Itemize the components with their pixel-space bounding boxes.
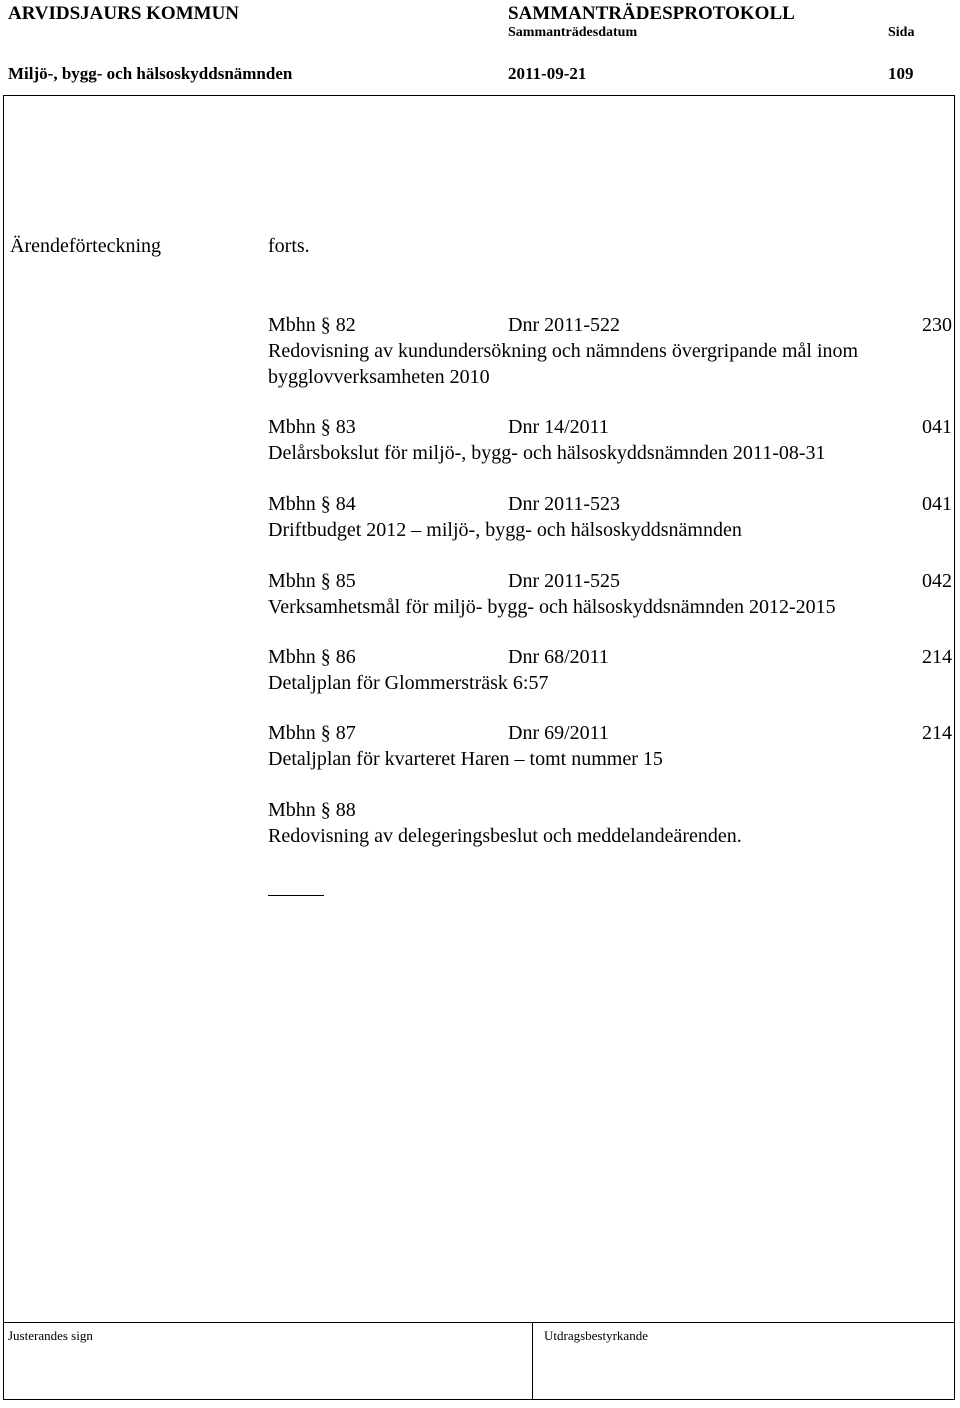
dnr-number: Dnr 69/2011 bbox=[508, 722, 609, 744]
agenda-item bbox=[268, 644, 952, 696]
organization-name: ARVIDSJAURS KOMMUN bbox=[8, 3, 240, 24]
agenda-item bbox=[268, 312, 952, 390]
item-description: Detaljplan för kvarteret Haren – tomt nummer 15 bbox=[268, 748, 663, 770]
footer-justerandes-sign: Justerandes sign bbox=[8, 1328, 93, 1343]
paragraph-number: Mbhn § 87 bbox=[268, 722, 356, 744]
archive-code: 230 bbox=[922, 314, 952, 336]
page-label: Sida bbox=[888, 25, 915, 40]
archive-code: 214 bbox=[922, 722, 952, 744]
section-continued: forts. bbox=[268, 235, 310, 257]
agenda-item bbox=[268, 568, 952, 620]
date-label: Sammanträdesdatum bbox=[508, 25, 638, 40]
section-title: Ärendeförteckning bbox=[10, 235, 162, 257]
meeting-date: 2011-09-21 bbox=[508, 64, 587, 83]
paragraph-number: Mbhn § 82 bbox=[268, 314, 356, 336]
paragraph-number: Mbhn § 85 bbox=[268, 570, 356, 592]
item-description: Verksamhetsmål för miljö- bygg- och hälsoskyddsnämnden 2012-2015 bbox=[268, 596, 836, 618]
committee-name: Miljö-, bygg- och hälsoskyddsnämnden bbox=[8, 64, 293, 83]
paragraph-number: Mbhn § 84 bbox=[268, 493, 356, 515]
footer-divider bbox=[3, 1322, 955, 1323]
item-description: Redovisning av kundundersökning och nämndens övergripande mål inom bygglovverksamheten 2010 bbox=[268, 340, 859, 388]
agenda-item bbox=[268, 414, 952, 466]
archive-code: 041 bbox=[922, 493, 952, 515]
footer-utdragsbestyrkande: Utdragsbestyrkande bbox=[544, 1328, 648, 1343]
item-description: Driftbudget 2012 – miljö-, bygg- och hälsoskyddsnämnden bbox=[268, 519, 742, 541]
page-number: 109 bbox=[888, 64, 914, 83]
document-type: SAMMANTRÄDESPROTOKOLL bbox=[508, 3, 795, 24]
paragraph-number: Mbhn § 83 bbox=[268, 416, 356, 438]
dnr-number: Dnr 2011-522 bbox=[508, 314, 621, 336]
item-description: Delårsbokslut för miljö-, bygg- och hälsoskyddsnämnden 2011-08-31 bbox=[268, 442, 826, 464]
archive-code: 042 bbox=[922, 570, 952, 592]
agenda-item bbox=[268, 720, 952, 772]
dnr-number: Dnr 14/2011 bbox=[508, 416, 609, 438]
footer-column-divider bbox=[532, 1322, 533, 1400]
paragraph-number: Mbhn § 88 bbox=[268, 799, 356, 821]
dnr-number: Dnr 68/2011 bbox=[508, 646, 609, 668]
archive-code: 214 bbox=[922, 646, 952, 668]
paragraph-number: Mbhn § 86 bbox=[268, 646, 356, 668]
agenda-item bbox=[268, 491, 952, 543]
end-rule bbox=[268, 895, 324, 896]
item-description: Redovisning av delegeringsbeslut och meddelandeärenden. bbox=[268, 825, 742, 847]
archive-code: 041 bbox=[922, 416, 952, 438]
dnr-number: Dnr 2011-525 bbox=[508, 570, 621, 592]
item-description: Detaljplan för Glommersträsk 6:57 bbox=[268, 672, 549, 694]
agenda-item bbox=[268, 797, 952, 849]
dnr-number: Dnr 2011-523 bbox=[508, 493, 621, 515]
